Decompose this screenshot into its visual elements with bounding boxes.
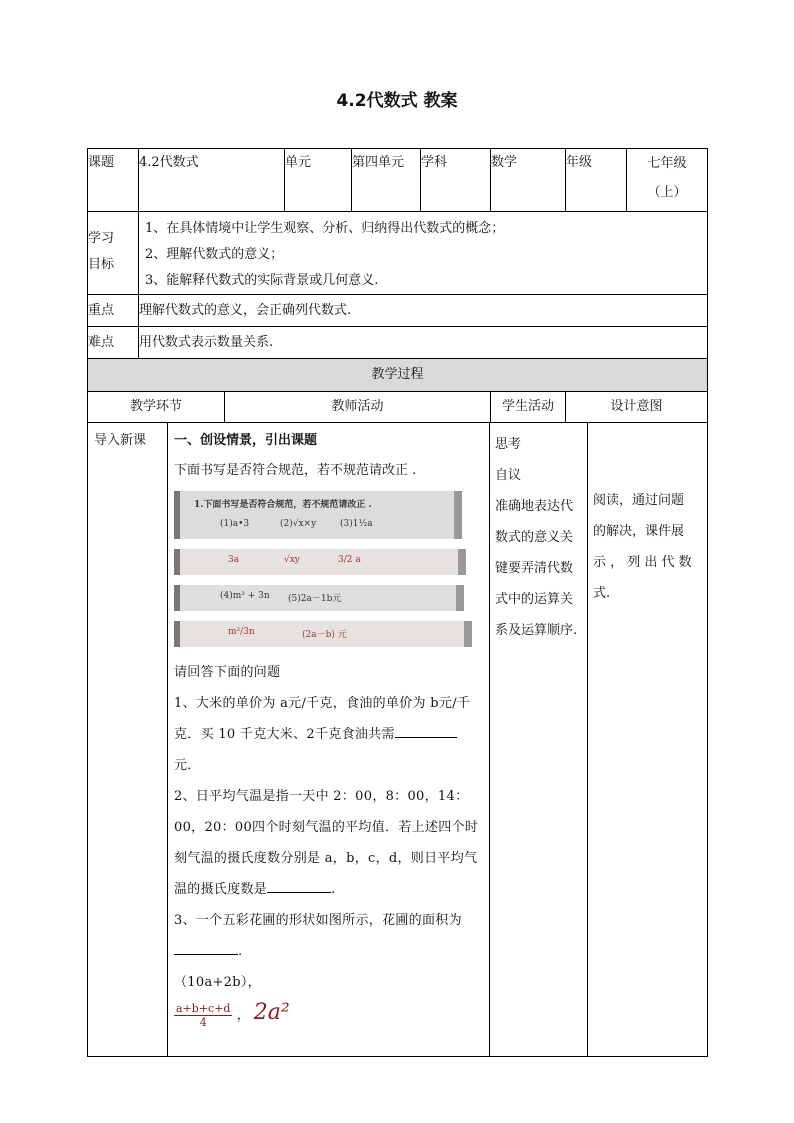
goals-content xyxy=(139,212,708,295)
key-point-label: 重点 xyxy=(88,295,139,327)
q3-end: . xyxy=(238,944,243,959)
exercise-image-1 xyxy=(174,491,462,539)
unit-value: 第四单元 xyxy=(352,149,421,212)
q2-text: 2、日平均气温是指一天中 2：00，8：00，14：00，20：00四个时刻气温的平均值．若上述四个时刻气温的摄氏度数分别是 a，b，c，d，则日平均气温的摄氏度数是 xyxy=(174,789,479,897)
student-line: 准确地表达代 xyxy=(495,499,574,514)
grade-value xyxy=(627,149,708,212)
answer-separator: ， xyxy=(236,1008,250,1023)
goals-label xyxy=(88,212,139,295)
student-line: 系及运算顺序. xyxy=(495,623,578,638)
strip1-a: (1)a•3 xyxy=(220,519,250,529)
col-header-intent: 设计意图 xyxy=(566,392,708,423)
intent-line: 示 ， 列 出 代 数 xyxy=(593,555,692,570)
grade-label: 年级 xyxy=(566,149,627,212)
grade-value-line-2: （上） xyxy=(647,185,687,200)
exercise-image-3 xyxy=(174,585,464,611)
strip2-a: 3a xyxy=(228,555,240,565)
goals-label-line-1: 学习 xyxy=(88,231,115,246)
answer-2-3 xyxy=(174,1000,483,1029)
strip2-b: √xy xyxy=(284,555,300,565)
answer-1: （10a+2b）， xyxy=(174,975,261,990)
fraction-denominator: 4 xyxy=(199,1016,207,1029)
goal-item: 2、理解代数式的意义； xyxy=(145,247,284,262)
intent-line: 阅读，通过问题 xyxy=(593,493,685,508)
col-header-teacher: 教师活动 xyxy=(225,392,491,423)
intent-cell xyxy=(588,423,708,1057)
student-line: 思考 xyxy=(495,437,522,452)
q1-blank xyxy=(395,723,457,738)
teacher-activity-cell xyxy=(168,423,490,1057)
answer-fraction xyxy=(174,1002,232,1029)
strip4-b: (2a－b) 元 xyxy=(302,630,347,640)
fraction-numerator: a+b+c+d xyxy=(176,1002,231,1015)
unit-label: 单元 xyxy=(285,149,352,212)
student-activity-cell xyxy=(490,423,588,1057)
exercise-image-2 xyxy=(174,549,466,575)
intent-line: 的解决，课件展 xyxy=(593,524,685,539)
q2-blank xyxy=(267,878,331,893)
q2-end: . xyxy=(331,882,336,897)
question-1 xyxy=(174,688,483,781)
exercise-image-4 xyxy=(174,621,472,647)
answer-2a-squared: 2a² xyxy=(253,1000,290,1025)
student-line: 式中的运算关 xyxy=(495,592,574,607)
page-title: 4.2代数式 教案 xyxy=(336,91,458,111)
subject-value: 数学 xyxy=(491,149,566,212)
strip2-c: 3/2 a xyxy=(338,555,361,565)
intro-text: 下面书写是否符合规范，若不规范请改正 . xyxy=(174,463,417,478)
strip1-title: 1.下面书写是否符合规范，若不规范请改正 . xyxy=(194,500,372,510)
question-2 xyxy=(174,781,483,905)
lesson-plan-table xyxy=(87,148,708,423)
goals-label-line-2: 目标 xyxy=(88,257,115,272)
q3-text: 3、一个五彩花圃的形状如图所示，花圃的面积为 xyxy=(174,913,462,928)
section-title: 一、创设情景，引出课题 xyxy=(174,433,318,448)
stage-cell: 导入新课 xyxy=(88,423,168,1057)
ke-ti-label: 课题 xyxy=(88,149,139,212)
strip3-b: (5)2a－1b元 xyxy=(288,594,342,604)
ke-ti-value: 4.2代数式 xyxy=(139,149,285,212)
process-header: 教学过程 xyxy=(88,359,708,392)
subject-label: 学科 xyxy=(421,149,491,212)
q1-text: 1、大米的单价为 a元/千克，食油的单价为 b元/千克．买 10 千克大米、2千克食油共需 xyxy=(174,696,471,742)
student-line: 自议 xyxy=(495,468,522,483)
difficulty-text: 用代数式表示数量关系. xyxy=(139,327,708,359)
intent-line: 式. xyxy=(593,586,611,601)
difficulty-label: 难点 xyxy=(88,327,139,359)
strip3-a: (4)m² + 3n xyxy=(220,591,270,601)
goal-item: 3、能解释代数式的实际背景或几何意义. xyxy=(145,273,379,288)
goal-item: 1、在具体情境中让学生观察、分析、归纳得出代数式的概念； xyxy=(145,221,505,236)
q1-unit: 元． xyxy=(174,758,201,773)
strip1-c: (3)1½a xyxy=(340,519,373,529)
col-header-stage-text: 教学环节 xyxy=(129,399,182,414)
student-line: 数式的意义关 xyxy=(495,530,574,545)
question-3 xyxy=(174,905,483,967)
key-point-text: 理解代数式的意义，会正确列代数式. xyxy=(139,295,708,327)
strip1-b: (2)√x×y xyxy=(280,519,317,529)
col-header-student: 学生活动 xyxy=(491,392,566,423)
strip4-a: m²/3n xyxy=(228,627,255,637)
student-line: 键要弄清代数 xyxy=(495,561,574,576)
grade-value-line-1: 七年级 xyxy=(647,156,687,171)
process-body-table xyxy=(87,422,708,1057)
prompt-text: 请回答下面的问题 xyxy=(174,665,281,680)
q3-blank xyxy=(174,940,238,955)
col-header-stage xyxy=(88,392,225,423)
